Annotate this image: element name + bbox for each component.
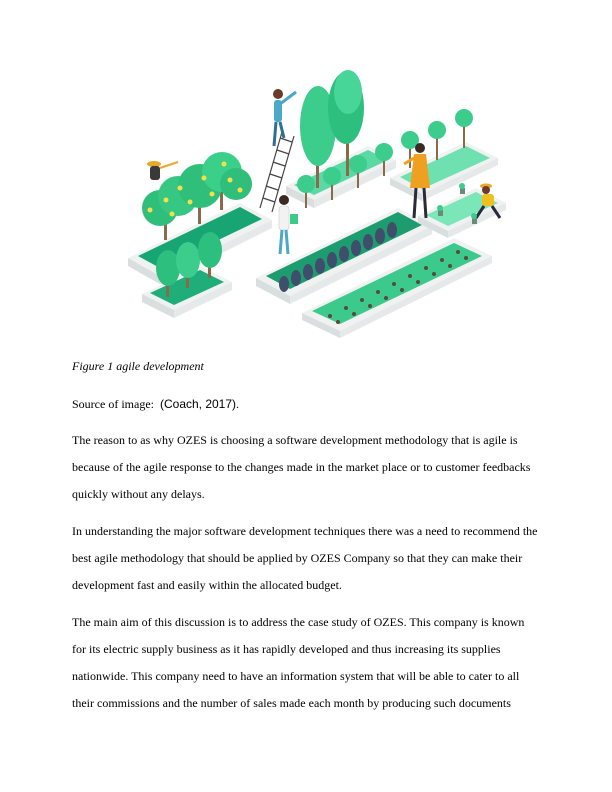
paragraph-line: nationwide. This company need to have an information system that will be able to cater to all: [72, 669, 520, 683]
agile-garden-illustration: [120, 68, 516, 338]
paragraph-line: their commissions and the number of sales made each month by producing such documents: [72, 696, 511, 710]
figure-caption: Figure 1 agile development: [72, 359, 204, 373]
figure-source: [72, 397, 239, 412]
source-label: Source of image:: [72, 397, 154, 411]
paragraph-line: for its electric supply business as it has rapidly developed and thus increasing its supplies: [72, 642, 501, 656]
paragraph-line: The main aim of this discussion is to address the case study of OZES. This company is known: [72, 615, 525, 629]
paragraph-line: The reason to as why OZES is choosing a software development methodology that is agile is: [72, 433, 518, 447]
paragraph-line: development fast and easily within the allocated budget.: [72, 578, 342, 592]
source-end: .: [236, 397, 240, 411]
paragraph-line: In understanding the major software development techniques there was a need to recommend the: [72, 524, 538, 538]
person-on-ladder: [273, 89, 296, 146]
paragraph-line: best agile methodology that should be applied by OZES Company so that they can make their: [72, 551, 523, 565]
person-with-tablet: [279, 195, 298, 254]
paragraph-line: because of the agile response to the changes made in the market place or to customer feedbacks: [72, 460, 531, 474]
source-citation: (Coach, 2017): [159, 397, 237, 411]
paragraph-line: quickly without any delays.: [72, 487, 205, 501]
